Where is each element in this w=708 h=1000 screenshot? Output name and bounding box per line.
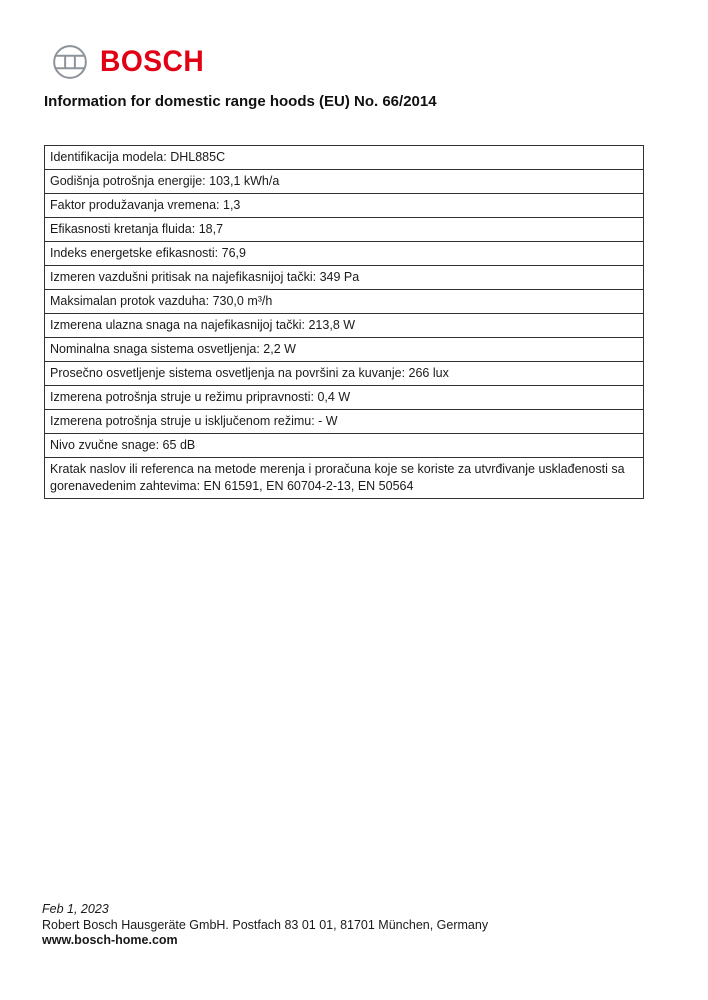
table-cell: Faktor produžavanja vremena: 1,3: [45, 194, 644, 218]
table-row: [45, 434, 644, 458]
spec-table: [44, 145, 644, 499]
table-cell: Kratak naslov ili referenca na metode merenja i proračuna koje se koriste za utvrđivanje usklađenosti sa gorenavedenim zahtevima: EN 61591, EN 60704-2-13, EN 50564: [45, 458, 644, 499]
table-cell: Godišnja potrošnja energije: 103,1 kWh/a: [45, 170, 644, 194]
table-row: [45, 458, 644, 499]
table-row: [45, 266, 644, 290]
footer: [42, 902, 488, 949]
table-row: [45, 218, 644, 242]
table-cell: Izmeren vazdušni pritisak na najefikasnijoj tački: 349 Pa: [45, 266, 644, 290]
page-title: Information for domestic range hoods (EU) No. 66/2014: [44, 93, 437, 110]
spec-table-body: [45, 146, 644, 499]
table-row: [45, 242, 644, 266]
table-cell: Nominalna snaga sistema osvetljenja: 2,2 W: [45, 338, 644, 362]
table-row: [45, 314, 644, 338]
table-cell: Maksimalan protok vazduha: 730,0 m³/h: [45, 290, 644, 314]
table-cell: Prosečno osvetljenje sistema osvetljenja na površini za kuvanje: 266 lux: [45, 362, 644, 386]
table-row: [45, 386, 644, 410]
footer-website-link[interactable]: www.bosch-home.com: [42, 933, 178, 947]
table-cell: Nivo zvučne snage: 65 dB: [45, 434, 644, 458]
table-row: [45, 170, 644, 194]
table-cell: Identifikacija modela: DHL885C: [45, 146, 644, 170]
bosch-logo: [52, 44, 211, 80]
footer-date: Feb 1, 2023: [42, 902, 109, 916]
table-row: [45, 290, 644, 314]
table-row: [45, 338, 644, 362]
table-row: [45, 146, 644, 170]
table-cell: Izmerena potrošnja struje u režimu pripravnosti: 0,4 W: [45, 386, 644, 410]
table-row: [45, 410, 644, 434]
bosch-wordmark: BOSCH: [100, 45, 205, 78]
table-cell: Efikasnosti kretanja fluida: 18,7: [45, 218, 644, 242]
table-row: [45, 194, 644, 218]
table-cell: Izmerena potrošnja struje u isključenom režimu: - W: [45, 410, 644, 434]
table-cell: Indeks energetske efikasnosti: 76,9: [45, 242, 644, 266]
bosch-armature-icon: [52, 44, 88, 80]
table-row: [45, 362, 644, 386]
table-cell: Izmerena ulazna snaga na najefikasnijoj tački: 213,8 W: [45, 314, 644, 338]
footer-address: Robert Bosch Hausgeräte GmbH. Postfach 83 01 01, 81701 München, Germany: [42, 917, 489, 932]
